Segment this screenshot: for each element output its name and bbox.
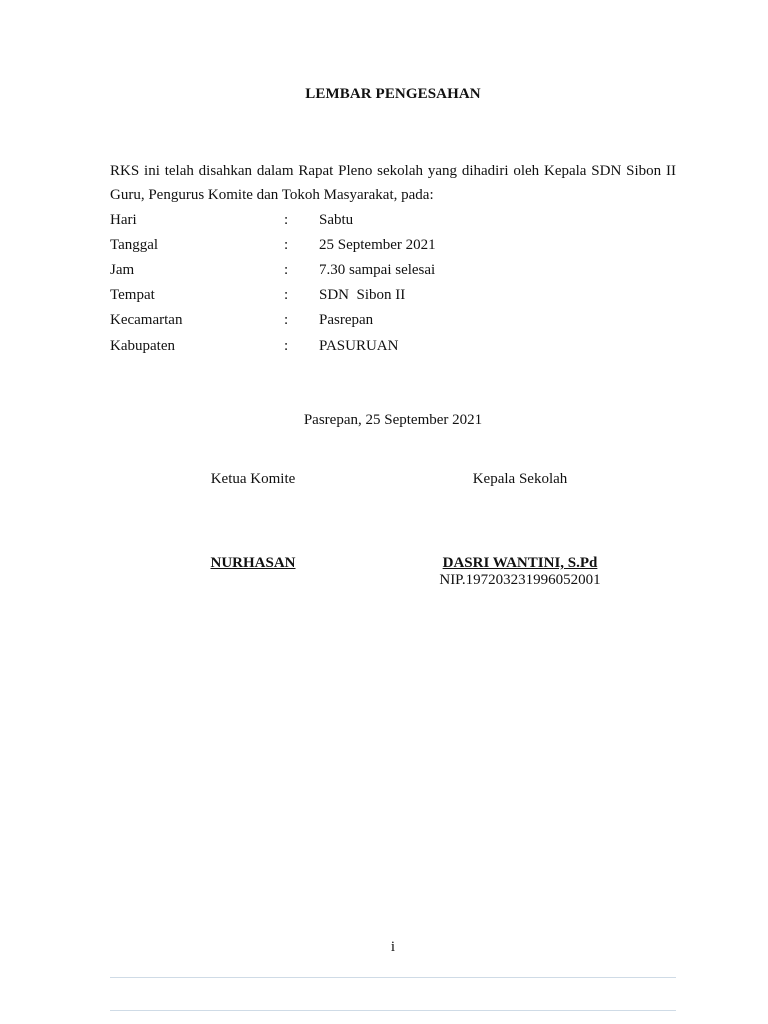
detail-label: Jam — [110, 262, 135, 278]
detail-colon: : — [284, 212, 289, 228]
detail-label: Tanggal — [110, 237, 159, 253]
detail-label: Kecamartan — [110, 312, 183, 328]
detail-row-kecamatan — [110, 312, 676, 332]
page-title: LEMBAR PENGESAHAN — [305, 86, 481, 102]
detail-row-jam — [110, 262, 676, 282]
detail-label: Hari — [110, 212, 137, 228]
detail-row-tempat — [110, 287, 676, 307]
detail-label: Kabupaten — [110, 338, 175, 354]
detail-value: Sabtu — [319, 212, 354, 228]
signatory-right-nip: NIP.197203231996052001 — [439, 572, 601, 588]
detail-value: 7.30 sampai selesai — [319, 262, 436, 278]
page-number: i — [390, 939, 396, 955]
signatory-right-role: Kepala Sekolah — [472, 471, 568, 487]
detail-colon: : — [284, 287, 289, 303]
detail-value: Pasrepan — [319, 312, 374, 328]
detail-colon: : — [284, 312, 289, 328]
detail-row-hari — [110, 212, 676, 232]
detail-value: 25 September 2021 — [319, 237, 436, 253]
intro-paragraph: RKS ini telah disahkan dalam Rapat Pleno sekolah yang dihadiri oleh Kepala SDN Sibon II Guru, Pengurus Komite dan Tokoh Masyarakat, pada: — [110, 163, 676, 203]
place-date: Pasrepan, 25 September 2021 — [303, 412, 483, 428]
detail-value: PASURUAN — [319, 338, 399, 354]
signatory-left-role: Ketua Komite — [210, 471, 296, 487]
signatory-left-name: NURHASAN — [210, 555, 296, 571]
signatory-right-name: DASRI WANTINI, S.Pd — [442, 555, 598, 571]
footer-divider — [110, 977, 676, 978]
detail-colon: : — [284, 262, 289, 278]
detail-row-tanggal — [110, 237, 676, 257]
footer-divider — [110, 1010, 676, 1011]
detail-value: SDN Sibon II — [319, 287, 406, 303]
detail-row-kabupaten — [110, 338, 676, 358]
detail-colon: : — [284, 338, 289, 354]
detail-colon: : — [284, 237, 289, 253]
detail-label: Tempat — [110, 287, 155, 303]
